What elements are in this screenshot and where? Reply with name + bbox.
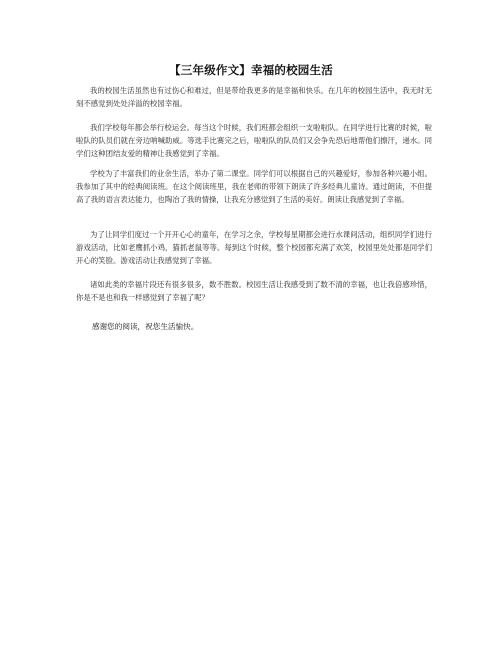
paragraph-4: 为了让同学们度过一个开开心心的童年，在学习之余，学校每星期都会进行水课间活动，组织同学们进行游戏活动，比如老鹰抓小鸡，猫抓老鼠等等。每到这个时候，整个校园都充满了欢笑，校园里处处都是同学们开心的笑脸。游戏活动让我感觉到了幸福。 xyxy=(76,230,432,265)
document-title: 【三年级作文】幸福的校园生活 xyxy=(169,63,333,77)
paragraph-1: 我的校园生活虽然也有过伤心和难过，但是带给我更多的是幸福和快乐。在几年的校园生活中，我无时无刻不感觉到处处洋溢的校园幸福。 xyxy=(76,86,432,108)
paragraph-3: 学校为了丰富我们的业余生活，举办了第二课堂。同学们可以根据自己的兴趣爱好，参加各种兴趣小组。我参加了其中的经典阅读班。在这个阅读班里，我在老师的带领下朗读了许多经典儿童诗。通过朗读，不但提高了我的语言表达能力，也陶冶了我的情操，让我充分感觉到了生活的美好。朗读让我感觉到了幸福。 xyxy=(76,169,432,204)
closing-note: 感谢您的阅读，祝您生活愉快。 xyxy=(92,322,199,331)
paragraph-2: 我们学校每年都会举行校运会。每当这个时候，我们班都会组织一支啦啦队。在同学进行比赛的时候，啦啦队的队员们就在旁边呐喊助威。等选手比赛完之后，啦啦队的队员们又会争先恐后地帮他们擦汗，递水。同学们这种团结友爱的精神让我感觉到了幸福。 xyxy=(76,123,432,158)
paragraph-5: 诸如此类的幸福片段还有很多很多，数不胜数。校园生活让我感受到了数不清的幸福，也让我倍感珍惜，你是不是也和我一样感觉到了幸福了呢？ xyxy=(76,280,432,302)
